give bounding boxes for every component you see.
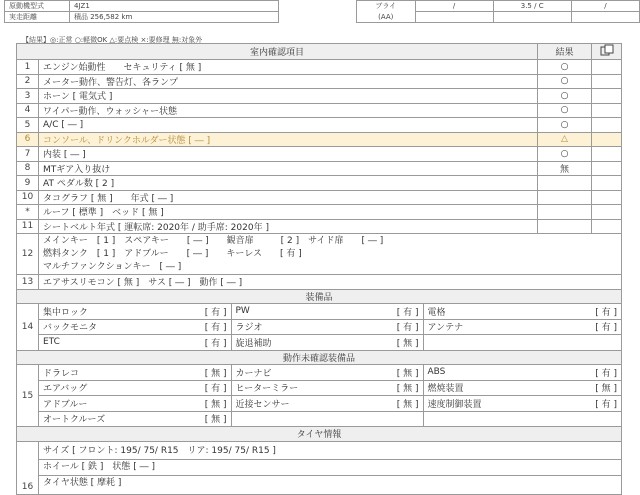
brake-value-1: / <box>415 1 493 12</box>
row-result: ○ <box>538 147 592 162</box>
row-result: ○ <box>538 103 592 118</box>
row-number: 14 <box>17 304 39 351</box>
row-result <box>538 205 592 220</box>
keys-line-2: 燃料タンク [ 1 ] アドブルー [ ― ] キーレス [ 有 ] <box>43 248 302 259</box>
tire-size: サイズ [ フロント: 195/ 75/ R15 リア: 195/ 75/ R15 ] <box>43 446 276 456</box>
row-blank <box>592 205 622 220</box>
equipment-grid <box>39 304 622 351</box>
row-blank <box>592 60 622 75</box>
row-blank <box>592 161 622 176</box>
row-item: ワイパー動作、ウォッシャー状態 <box>39 103 538 118</box>
row-result: △ <box>538 132 592 147</box>
row-result <box>538 190 592 205</box>
inspection-table <box>16 43 622 495</box>
inspection-row <box>17 176 622 191</box>
row-number: 3 <box>17 89 39 104</box>
equipment-label: ラジオ <box>231 319 359 335</box>
row-number: 1 <box>17 60 39 75</box>
row-number: 12 <box>17 234 39 275</box>
equipment-value: [ 無 ] <box>551 380 621 396</box>
row-number: 11 <box>17 219 39 234</box>
row-result: ○ <box>538 89 592 104</box>
mileage-value: 積品 256,582 km <box>70 12 279 23</box>
tire-wheel: ホイール [ 鉄 ] 状態 [ ― ] <box>39 459 621 475</box>
keys-line-1: メインキー [ 1 ] スペアキー [ ― ] 観音扉 [ 2 ] サイド扉 [ ― ] <box>43 235 384 246</box>
row-blank <box>592 74 622 89</box>
equipment-label: ドラレコ <box>43 368 80 379</box>
result-legend: 【結果】◎:正常 ○:軽微OK △:要点検 ×:要修理 無:対象外 <box>22 36 203 44</box>
section-title-tire: タイヤ情報 <box>17 427 622 442</box>
vehicle-info-header <box>0 0 640 30</box>
equipment-value <box>551 411 621 426</box>
row-number: 7 <box>17 147 39 162</box>
row-item: 内装 [ ― ] <box>39 147 538 162</box>
row-blank <box>592 132 622 147</box>
row-blank <box>592 190 622 205</box>
equipment-value: [ 無 ] <box>359 396 423 412</box>
equipment-value: [ 無 ] <box>396 368 419 379</box>
equipment-label <box>231 411 359 426</box>
row-item: A/C [ ― ] <box>39 118 538 133</box>
equipment-label: 電格 <box>423 304 551 319</box>
section-title-equipment: 装備品 <box>17 289 622 304</box>
row-item: MTギア入り抜け <box>39 161 538 176</box>
keys-row <box>39 234 622 275</box>
keys-line-3: マルチファンクションキー [ ― ] <box>43 261 182 272</box>
equipment-label: カーナビ <box>231 365 359 380</box>
equipment-value: [ 無 ] <box>359 380 423 396</box>
equipment-label: PW <box>231 304 359 319</box>
row-number: 5 <box>17 118 39 133</box>
equipment-value: [ 無 ] <box>359 335 423 350</box>
equipment-value: [ 有 ] <box>595 368 617 379</box>
row-item: シートベルト年式 [ 運転席: 2020年 / 助手席: 2020年 ] <box>39 219 538 234</box>
row-blank <box>592 103 622 118</box>
tire-condition: タイヤ状態 [ 摩耗 ] <box>39 475 621 491</box>
equipment-value: [ 有 ] <box>167 380 231 396</box>
row-number: 4 <box>17 103 39 118</box>
row-blank <box>592 89 622 104</box>
row-blank <box>592 118 622 133</box>
equipment-label: 近接センサー <box>231 396 359 412</box>
tire-info <box>39 441 622 494</box>
brake-sub: (AA) <box>357 12 416 23</box>
equipment-value: [ 有 ] <box>595 307 617 318</box>
inspection-row <box>17 147 622 162</box>
brake-label: ブライ <box>357 1 416 12</box>
equipment-value: [ 有 ] <box>359 319 423 335</box>
equipment-label: アドブルー <box>39 396 167 412</box>
equipment-label: アンテナ <box>423 319 551 335</box>
equipment-value: [ 有 ] <box>551 396 621 412</box>
inspection-row <box>17 118 622 133</box>
mileage-label: 実走距離 <box>5 12 70 23</box>
inspection-row <box>17 74 622 89</box>
row-result: ○ <box>538 118 592 133</box>
row-blank <box>592 176 622 191</box>
equipment-value: [ 無 ] <box>167 396 231 412</box>
equipment-value <box>359 411 423 426</box>
inspection-row <box>17 161 622 176</box>
row-number: 9 <box>17 176 39 191</box>
equipment-label <box>423 411 551 426</box>
row-item: ホーン [ 電気式 ] <box>39 89 538 104</box>
equipment-label: ヒーターミラー <box>231 380 359 396</box>
row-result: ○ <box>538 74 592 89</box>
air-suspension-row: エアサスリモコン [ 無 ] サス [ ― ] 動作 [ ― ] <box>39 275 622 290</box>
equipment-value: [ 有 ] <box>396 307 419 318</box>
equipment-value <box>551 335 621 350</box>
equipment-label <box>423 335 551 350</box>
row-item: タコグラフ [ 無 ] 年式 [ ― ] <box>39 190 538 205</box>
equipment-value: [ 有 ] <box>551 319 621 335</box>
equipment-label: 旋退補助 <box>231 335 359 350</box>
equipment-label: 速度制御装置 <box>423 396 551 412</box>
equipment-value: [ 有 ] <box>167 319 231 335</box>
result-header: 結果 <box>538 44 592 60</box>
row-blank <box>592 147 622 162</box>
row-number: 8 <box>17 161 39 176</box>
equipment-value: [ 有 ] <box>167 335 231 350</box>
copy-icon[interactable] <box>592 44 622 60</box>
section-title-interior: 室内確認項目 <box>17 44 538 60</box>
equipment-value: [ 無 ] <box>204 368 227 379</box>
row-result: ○ <box>538 60 592 75</box>
section-title-unchecked: 動作未確認装備品 <box>17 350 622 365</box>
inspection-row <box>17 103 622 118</box>
equipment-label: 集中ロック <box>43 307 88 318</box>
row-result <box>538 219 592 234</box>
row-result: 無 <box>538 161 592 176</box>
row-number: 16 <box>17 441 39 494</box>
equipment-label: バックモニタ <box>39 319 167 335</box>
equipment-label: 燃焼装置 <box>423 380 551 396</box>
equipment-value: [ 無 ] <box>167 411 231 426</box>
equipment-label: ABS <box>423 365 551 380</box>
row-number: 2 <box>17 74 39 89</box>
inspection-row <box>17 132 622 147</box>
row-item: AT ペダル数 [ 2 ] <box>39 176 538 191</box>
row-number: 10 <box>17 190 39 205</box>
brake-value-3: / <box>571 1 639 12</box>
row-item: ルーフ [ 標準 ] ベッド [ 無 ] <box>39 205 538 220</box>
equipment-label: オートクルーズ <box>39 411 167 426</box>
row-number: 6 <box>17 132 39 147</box>
equipment-value: [ 有 ] <box>204 307 227 318</box>
model-value: 4JZ1 <box>70 1 279 12</box>
inspection-row <box>17 205 622 220</box>
brake-value-2: 3.5 / C <box>493 1 571 12</box>
row-item: メーター動作、警告灯、各ランプ <box>39 74 538 89</box>
row-item: コンソール、ドリンクホルダー状態 [ ― ] <box>39 132 538 147</box>
inspection-row <box>17 219 622 234</box>
row-number: 15 <box>17 365 39 427</box>
row-blank <box>592 219 622 234</box>
inspection-row <box>17 190 622 205</box>
inspection-row <box>17 89 622 104</box>
model-label: 原動機型式 <box>5 1 70 12</box>
row-number: 13 <box>17 275 39 290</box>
row-number: * <box>17 205 39 220</box>
inspection-row <box>17 60 622 75</box>
unchecked-equipment-grid <box>39 365 622 427</box>
row-item: エンジン始動性 セキュリティ [ 無 ] <box>39 60 538 75</box>
row-result <box>538 176 592 191</box>
equipment-label: エアバッグ <box>39 380 167 396</box>
equipment-label: ETC <box>39 335 167 350</box>
